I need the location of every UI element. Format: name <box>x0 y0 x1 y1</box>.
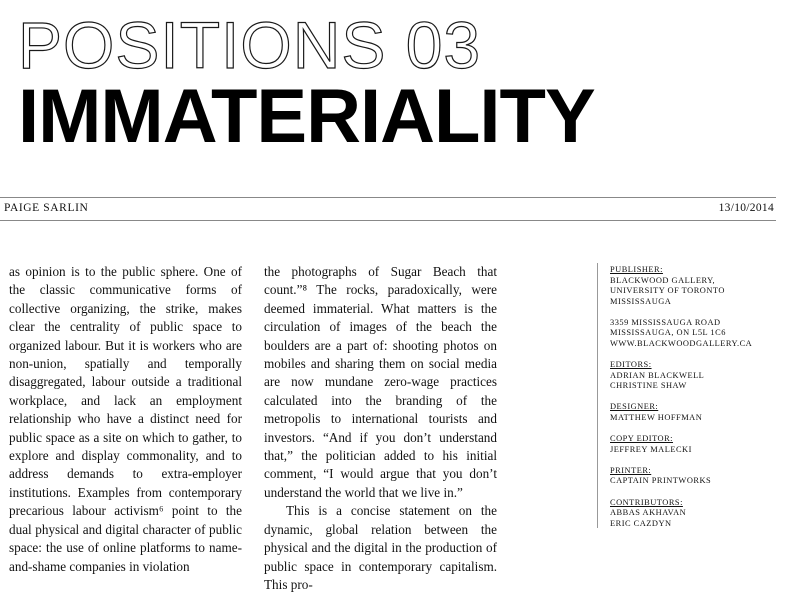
editor-name: ADRIAN BLACKWELL <box>610 370 705 380</box>
website-link[interactable]: WWW.BLACKWOODGALLERY.CA <box>610 339 753 349</box>
contributor-name: ERIC CAZDYN <box>610 518 672 528</box>
contributor-name: ABBAS AKHAVAN <box>610 508 687 518</box>
printer-label: PRINTER: <box>610 465 652 475</box>
byline <box>4 202 774 218</box>
byline-rule-top <box>0 197 776 198</box>
publisher-line: BLACKWOOD GALLERY, <box>610 275 716 285</box>
author-name: PAIGE SARLIN <box>4 202 89 214</box>
editor-name: CHRISTINE SHAW <box>610 381 687 391</box>
colophon-copy-editor <box>610 434 790 455</box>
colophon-designer <box>610 402 790 423</box>
masthead <box>18 8 788 159</box>
article-column-1 <box>9 263 242 576</box>
column-1-paragraph: as opinion is to the public sphere. One of the classic communicative forms of collective organizing, the strike, makes clear the centrality of public space to organized labour. But it is workers who are non-union, spatially and temporally disaggregated, labour outside a traditional workplace, and lack an employment relationship who have a distinct need for public space as a site on which to gather, to explore and display commonality, and to address demands to extra-employer institutions. Examples from contemporary precarious labour activism⁶ point to the dual physical and digital character of public space: the use of online platforms to name-and-shame companies in violation <box>9 264 242 574</box>
byline-rule-bottom <box>0 220 776 221</box>
designer-label: DESIGNER: <box>610 402 659 412</box>
colophon-printer <box>610 466 790 487</box>
editors-label: EDITORS: <box>610 360 652 370</box>
copy-editor-label: COPY EDITOR: <box>610 434 674 444</box>
sidebar-divider <box>597 263 598 528</box>
column-2-paragraph-1: the photographs of Sugar Beach that count.”⁸ The rocks, paradoxically, were deemed immaterial. What matters is the circulation of images of the beach the boulders are a part of: shooting photos on mobiles and sharing them on social media are now mundane zero-wage practices calculated into the branding of the metropolis to international tourists and investors. “And if you don’t understand that,” the politician added to his initial comment, “I would argue that you don’t understand the world that we live in.” <box>264 264 497 500</box>
address-line: 3359 MISSISSAUGA ROAD <box>610 317 721 327</box>
colophon <box>610 265 790 540</box>
publisher-line: MISSISSAUGA <box>610 296 672 306</box>
colophon-editors <box>610 360 790 392</box>
series-title: POSITIONS 03 <box>18 8 482 82</box>
designer-name: MATTHEW HOFFMAN <box>610 413 703 423</box>
copy-editor-name: JEFFREY MALECKI <box>610 444 692 454</box>
colophon-contributors <box>610 498 790 530</box>
address-line: MISSISSAUGA, ON L5L 1C6 <box>610 328 726 338</box>
contributors-label: CONTRIBUTORS: <box>610 497 683 507</box>
article-column-2 <box>264 263 497 594</box>
column-2-paragraph-2: This is a concise statement on the dynamic, global relation between the physical and the digital in the production of public space in contemporary capitalism. This pro- <box>264 503 497 592</box>
publication-date: 13/10/2014 <box>718 202 774 214</box>
colophon-address <box>610 318 790 350</box>
publisher-label: PUBLISHER: <box>610 265 663 274</box>
publisher-line: UNIVERSITY OF TORONTO <box>610 286 725 296</box>
colophon-publisher <box>610 265 790 307</box>
main-title: IMMATERIALITY <box>18 74 595 159</box>
printer-name: CAPTAIN PRINTWORKS <box>610 476 712 486</box>
